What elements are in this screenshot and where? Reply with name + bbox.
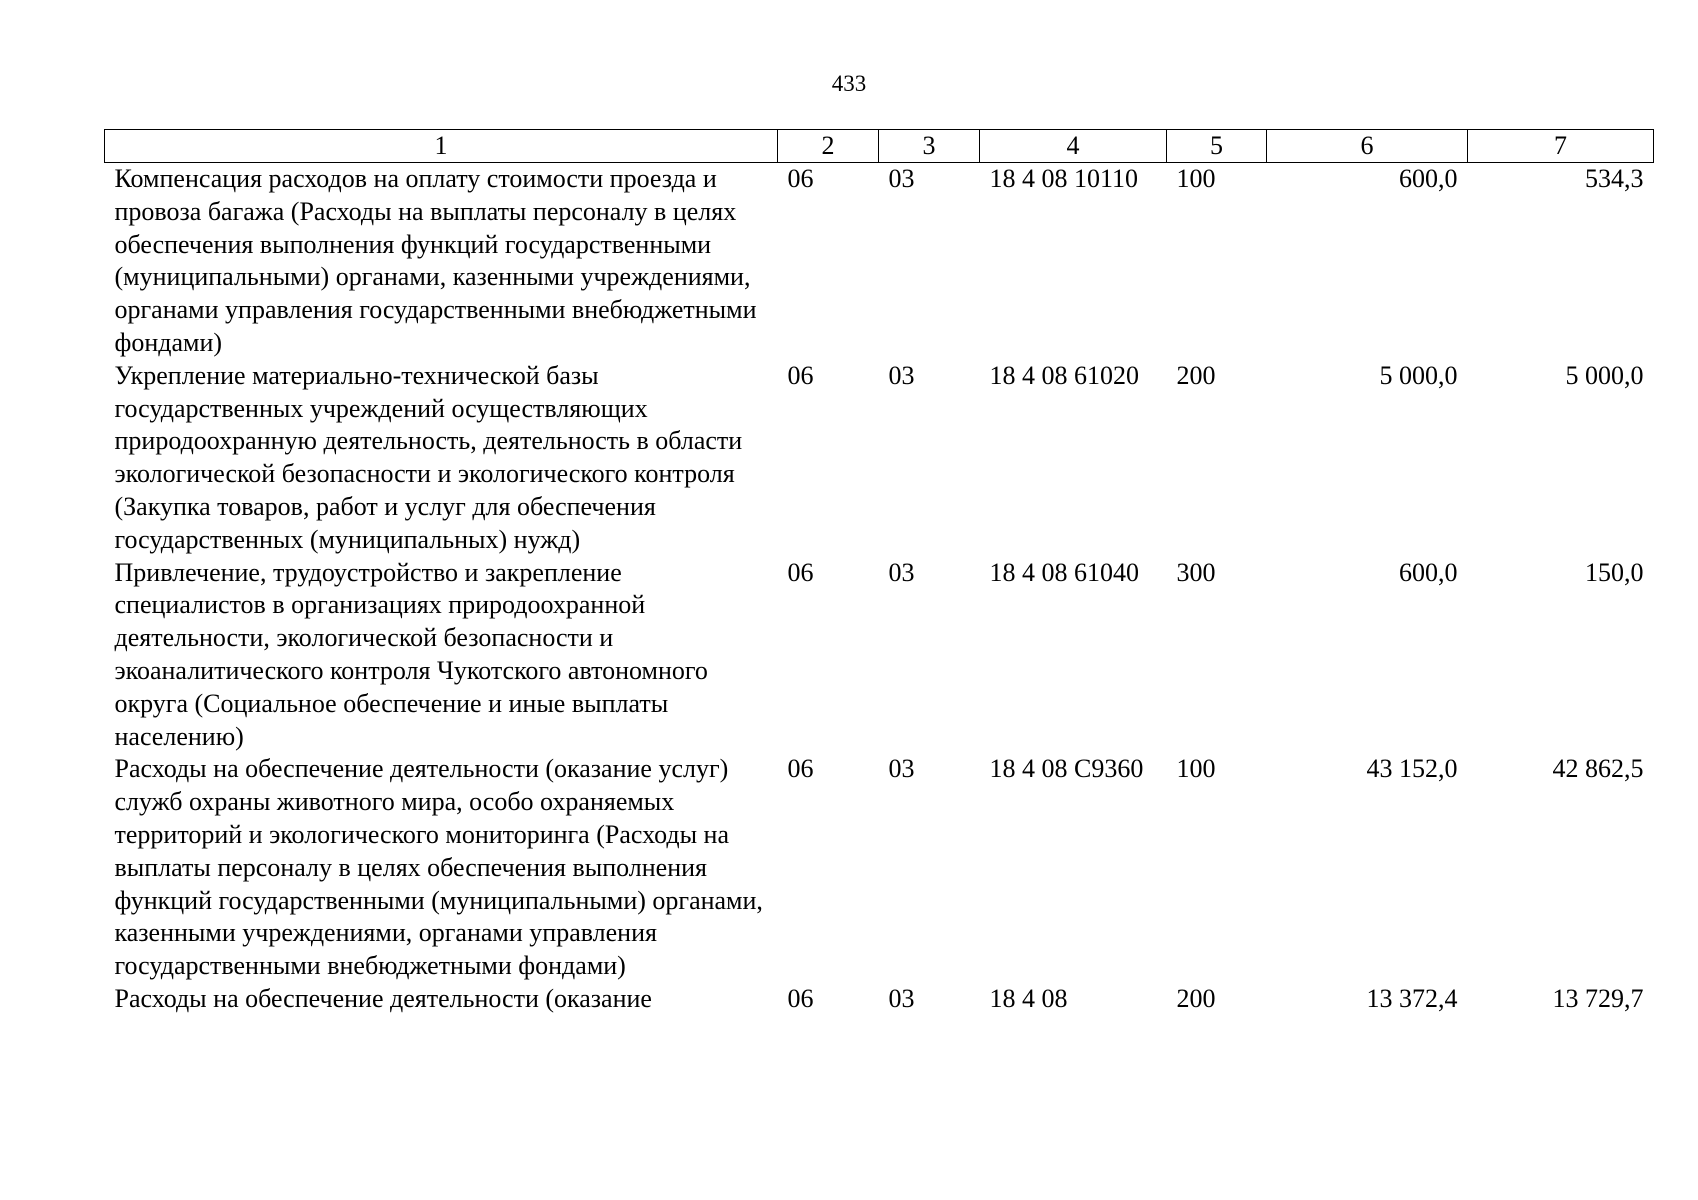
row-amount-planned: 600,0 [1399, 164, 1458, 193]
row-name: Расходы на обеспечение деятельности (оказание [114, 983, 652, 1013]
row-target-article: 18 4 08 61040 [989, 557, 1139, 587]
header-col-7: 7 [1468, 130, 1654, 163]
row-expense-type: 100 [1176, 754, 1216, 784]
table-header [105, 130, 1654, 163]
row-subsection: 03 [888, 754, 915, 784]
row-target-article: 18 4 08 61020 [989, 360, 1139, 390]
row-name: Расходы на обеспечение деятельности (оказание услуг) служб охраны животного мира, особо охраняемых территорий и экологического мониторинга (Расходы на выплаты персоналу в целях обеспечения выполнения функций государственными (муниципальными) органами, казенными учреждениями, органами управления государственными внебюджетными фондами) [114, 754, 763, 981]
header-row [105, 130, 1654, 163]
row-amount-planned: 43 152,0 [1366, 754, 1458, 784]
row-name: Укрепление материально-технической базы государственных учреждений осуществляющих природоохранную деятельность, деятельность в области экологической безопасности и экологического контроля (Закупка товаров, работ и услуг для обеспечения государственных (муниципальных) нужд) [114, 360, 743, 554]
header-col-2: 2 [778, 130, 879, 163]
row-expense-type: 300 [1176, 557, 1216, 587]
row-name: Привлечение, трудоустройство и закрепление специалистов в организациях природоохранной деятельности, экологической безопасности и экоаналитического контроля Чукотского автономного округа (Социальное обеспечение и иные выплаты населению) [114, 557, 708, 751]
header-col-4: 4 [980, 130, 1167, 163]
page-number: 433 [831, 71, 867, 96]
row-amount-actual: 534,3 [1585, 164, 1644, 193]
row-expense-type: 100 [1176, 164, 1216, 193]
budget-table [104, 129, 1654, 1024]
table-body [105, 163, 1654, 1024]
table-row [105, 163, 1654, 360]
table-row [105, 983, 1654, 1024]
row-target-article: 18 4 08 С9360 [989, 754, 1144, 784]
table-row [105, 360, 1654, 557]
row-amount-planned: 5 000,0 [1379, 360, 1458, 390]
row-subsection: 03 [888, 557, 915, 587]
row-amount-actual: 5 000,0 [1565, 360, 1644, 390]
row-section: 06 [787, 754, 814, 784]
row-subsection: 03 [888, 164, 915, 193]
row-expense-type: 200 [1176, 983, 1216, 1013]
row-amount-actual: 150,0 [1585, 557, 1644, 587]
row-amount-planned: 600,0 [1399, 557, 1458, 587]
header-col-5: 5 [1167, 130, 1267, 163]
row-amount-actual: 42 862,5 [1552, 754, 1644, 784]
row-amount-planned: 13 372,4 [1366, 983, 1458, 1013]
row-subsection: 03 [888, 360, 915, 390]
row-target-article: 18 4 08 10110 [989, 164, 1139, 193]
row-target-article: 18 4 08 [989, 983, 1068, 1013]
row-subsection: 03 [888, 983, 915, 1013]
header-col-3: 3 [879, 130, 980, 163]
row-amount-actual: 13 729,7 [1552, 983, 1644, 1013]
row-expense-type: 200 [1176, 360, 1216, 390]
row-section: 06 [787, 983, 814, 1013]
header-col-6: 6 [1267, 130, 1468, 163]
row-section: 06 [787, 360, 814, 390]
row-name: Компенсация расходов на оплату стоимости проезда и провоза багажа (Расходы на выплаты персоналу в целях обеспечения выполнения функций государственными (муниципальными) органами, казенными учреждениями, органами управления государственными внебюджетными фондами) [114, 164, 757, 357]
table-row [105, 753, 1654, 983]
table-row [105, 557, 1654, 754]
header-col-1: 1 [105, 130, 778, 163]
row-section: 06 [787, 164, 814, 193]
row-section: 06 [787, 557, 814, 587]
